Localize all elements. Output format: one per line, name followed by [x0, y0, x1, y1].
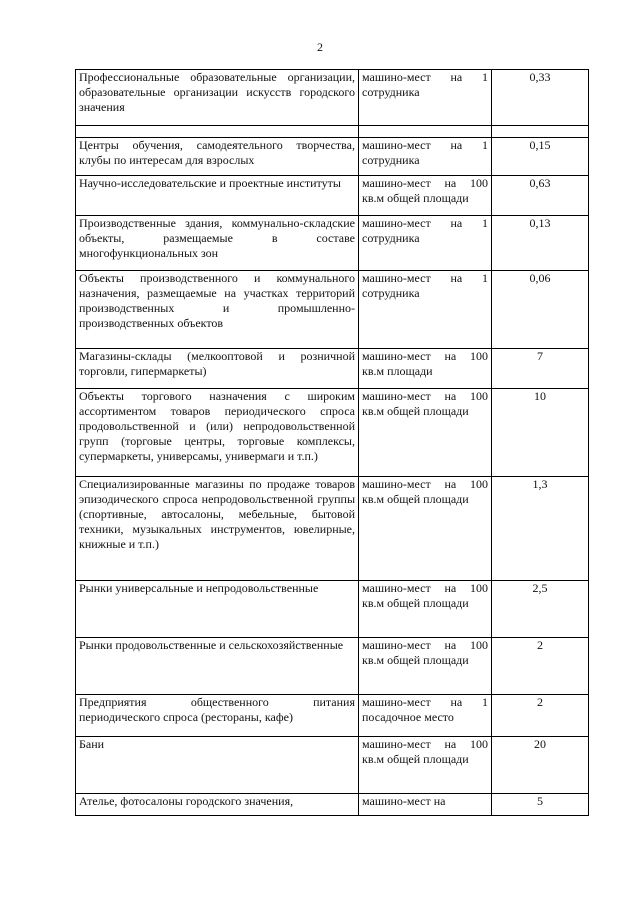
unit-cell: машино-мест на 100 кв.м площади: [359, 349, 492, 389]
object-type-cell: Рынки продовольственные и сельскохозяйственные: [76, 638, 359, 695]
object-type-cell: Центры обучения, самодеятельного творчества, клубы по интересам для взрослых: [76, 138, 359, 176]
table-row: [76, 638, 589, 695]
table-row: [76, 176, 589, 216]
unit-cell: машино-мест на 100 кв.м общей площади: [359, 477, 492, 581]
norm-value-cell: 0,33: [492, 70, 589, 126]
unit-cell: машино-мест на 1 сотрудника: [359, 70, 492, 126]
unit-cell: машино-мест на 100 кв.м общей площади: [359, 638, 492, 695]
norm-value-cell: 0,63: [492, 176, 589, 216]
unit-cell: машино-мест на 100 кв.м общей площади: [359, 581, 492, 638]
table-row: [76, 349, 589, 389]
object-type-cell: Предприятия общественного питания периодического спроса (рестораны, кафе): [76, 695, 359, 737]
table-row: [76, 271, 589, 349]
table-row: [76, 695, 589, 737]
object-type-cell: Объекты производственного и коммунального назначения, размещаемые на участках территорий производственных и промышленно-производственных объектов: [76, 271, 359, 349]
table-row: [76, 581, 589, 638]
unit-cell: машино-мест на 1 сотрудника: [359, 138, 492, 176]
table-row: [76, 794, 589, 816]
table-row: [76, 216, 589, 271]
unit-cell: машино-мест на 100 кв.м общей площади: [359, 176, 492, 216]
object-type-cell: Магазины-склады (мелкооптовой и розничной торговли, гипермаркеты): [76, 349, 359, 389]
unit-cell: машино-мест на 100 кв.м общей площади: [359, 737, 492, 794]
table-row: [76, 737, 589, 794]
table-row: [76, 138, 589, 176]
object-type-cell: Научно-исследовательские и проектные институты: [76, 176, 359, 216]
unit-cell: машино-мест на 1 сотрудника: [359, 271, 492, 349]
object-type-cell: Объекты торгового назначения с широким ассортиментом товаров периодического спроса продовольственной и (или) непродовольственной групп (торговые центры, торговые комплексы, супермаркеты, универсамы, универмаги и т.п.): [76, 389, 359, 477]
table-row: [76, 477, 589, 581]
table-row: [76, 70, 589, 126]
norm-value-cell: 5: [492, 794, 589, 816]
object-type-cell: Производственные здания, коммунально-складские объекты, размещаемые в составе многофункциональных зон: [76, 216, 359, 271]
object-type-cell: Специализированные магазины по продаже товаров эпизодического спроса непродовольственной группы (спортивные, автосалоны, мебельные, бытовой техники, музыкальных инструментов, ювелирные, книжные и т.п.): [76, 477, 359, 581]
table-row: [76, 389, 589, 477]
norm-value-cell: 2,5: [492, 581, 589, 638]
norm-value-cell: 0,15: [492, 138, 589, 176]
unit-cell: машино-мест на 100 кв.м общей площади: [359, 389, 492, 477]
norm-value-cell: 20: [492, 737, 589, 794]
norm-value-cell: 2: [492, 695, 589, 737]
unit-cell: машино-мест на 1 сотрудника: [359, 216, 492, 271]
object-type-cell: Рынки универсальные и непродовольственные: [76, 581, 359, 638]
parking-norms-table: [75, 69, 589, 816]
object-type-cell: Профессиональные образовательные организации, образовательные организации искусств городского значения: [76, 70, 359, 126]
norm-value-cell: 7: [492, 349, 589, 389]
object-type-cell: Ателье, фотосалоны городского значения,: [76, 794, 359, 816]
norm-value-cell: 2: [492, 638, 589, 695]
norm-value-cell: 0,13: [492, 216, 589, 271]
norm-value-cell: 10: [492, 389, 589, 477]
norm-value-cell: 1,3: [492, 477, 589, 581]
norm-value-cell: 0,06: [492, 271, 589, 349]
unit-cell: машино-мест на: [359, 794, 492, 816]
object-type-cell: Бани: [76, 737, 359, 794]
unit-cell: машино-мест на 1 посадочное место: [359, 695, 492, 737]
page-number: 2: [317, 40, 323, 54]
